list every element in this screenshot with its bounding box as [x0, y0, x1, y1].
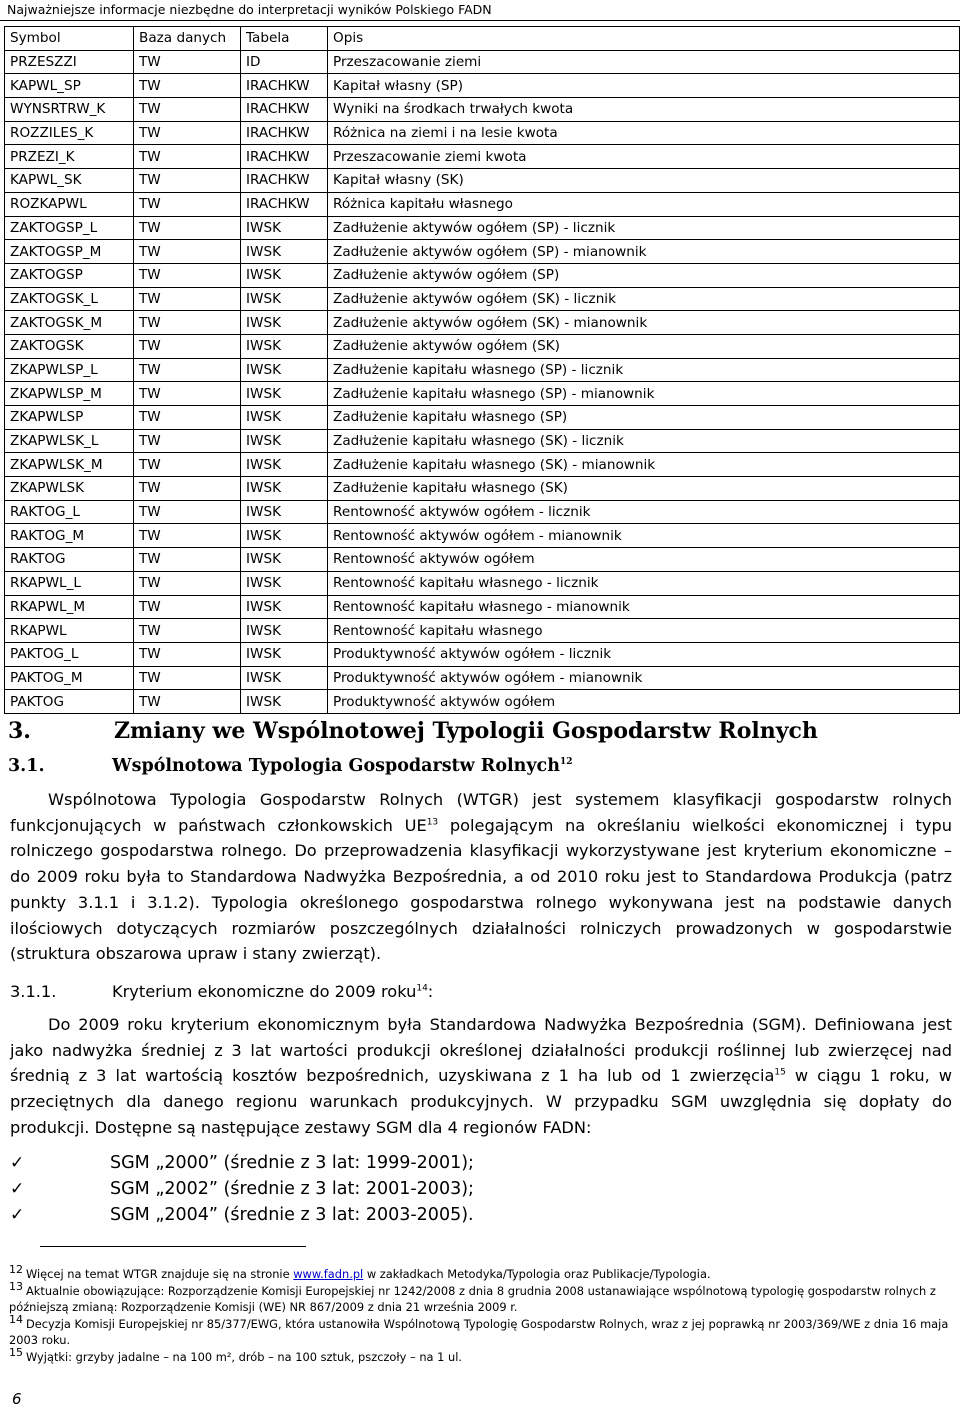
table-row: [5, 334, 960, 358]
footnote-number: 14: [9, 1312, 23, 1326]
table-cell-symbol: WYNSRTRW_K: [5, 98, 134, 122]
footnote-13: [9, 1279, 953, 1316]
table-cell-database: TW: [134, 50, 241, 74]
footnote-ref-14: 14: [416, 983, 428, 994]
table-row: [5, 263, 960, 287]
table-cell-database: TW: [134, 500, 241, 524]
column-header-description: Opis: [328, 27, 960, 51]
table-cell-table: IRACHKW: [241, 192, 328, 216]
table-cell-symbol: ZKAPWLSK: [5, 477, 134, 501]
table-cell-database: TW: [134, 145, 241, 169]
table-cell-table: IWSK: [241, 500, 328, 524]
table-cell-description: Produktywność aktywów ogółem: [328, 690, 960, 714]
table-cell-database: TW: [134, 311, 241, 335]
table-cell-symbol: ZKAPWLSP: [5, 406, 134, 430]
table-cell-symbol: RKAPWL_M: [5, 595, 134, 619]
table-cell-database: TW: [134, 169, 241, 193]
table-cell-database: TW: [134, 98, 241, 122]
table-cell-table: IWSK: [241, 453, 328, 477]
table-row: [5, 453, 960, 477]
table-row: [5, 192, 960, 216]
section-3-1-heading: [8, 756, 573, 776]
table-cell-table: IWSK: [241, 429, 328, 453]
table-row: [5, 690, 960, 714]
table-cell-symbol: ZAKTOGSK: [5, 334, 134, 358]
subsection-3-1-1-suffix: :: [427, 982, 434, 1001]
section-3-1-number: 3.1.: [8, 756, 45, 776]
table-cell-table: IRACHKW: [241, 145, 328, 169]
column-header-symbol: Symbol: [5, 27, 134, 51]
footnote-number: 12: [9, 1263, 23, 1277]
footnote-text: Aktualnie obowiązujące: Rozporządzenie Komisji Europejskiej nr 1242/2008 z dnia 8 grudnia 2008 ustanawiające wspólnotową typologię gospodarstw rolnych z późniejszą zmianą: Rozporządzenie Komisji (WE) NR 867/2009 z dnia 21 września 2009 r.: [9, 1283, 936, 1315]
table-cell-symbol: ZKAPWLSP_L: [5, 358, 134, 382]
table-cell-table: IWSK: [241, 524, 328, 548]
table-cell-table: IWSK: [241, 311, 328, 335]
checklist-item: [10, 1176, 474, 1202]
table-cell-table: IWSK: [241, 358, 328, 382]
table-row: [5, 500, 960, 524]
table-cell-table: IWSK: [241, 571, 328, 595]
table-cell-description: Zadłużenie kapitału własnego (SP): [328, 406, 960, 430]
table-row: [5, 358, 960, 382]
table-cell-symbol: RAKTOG: [5, 548, 134, 572]
paragraph-wtgr: [10, 787, 952, 967]
table-row: [5, 169, 960, 193]
table-cell-database: TW: [134, 595, 241, 619]
sgm-checklist: [10, 1150, 474, 1228]
table-row: [5, 98, 960, 122]
table-cell-description: Rentowność aktywów ogółem - mianownik: [328, 524, 960, 548]
table-cell-description: Wyniki na środkach trwałych kwota: [328, 98, 960, 122]
table-cell-database: TW: [134, 690, 241, 714]
table-header-row: [5, 27, 960, 51]
section-3-title: Zmiany we Wspólnotowej Typologii Gospodarstw Rolnych: [114, 718, 818, 744]
table-row: [5, 287, 960, 311]
table-cell-database: TW: [134, 429, 241, 453]
table-cell-symbol: PRZESZZI: [5, 50, 134, 74]
table-cell-description: Przeszacowanie ziemi kwota: [328, 145, 960, 169]
table-row: [5, 145, 960, 169]
table-cell-description: Zadłużenie aktywów ogółem (SK) - mianownik: [328, 311, 960, 335]
footnote-text: Więcej na temat WTGR znajduje się na stronie: [26, 1267, 294, 1281]
table-cell-database: TW: [134, 571, 241, 595]
table-cell-database: TW: [134, 548, 241, 572]
table-cell-description: Kapitał własny (SK): [328, 169, 960, 193]
table-cell-symbol: RAKTOG_M: [5, 524, 134, 548]
table-cell-database: TW: [134, 216, 241, 240]
checkmark-icon: ✓: [10, 1205, 25, 1225]
table-body: [5, 50, 960, 713]
table-cell-database: TW: [134, 287, 241, 311]
page-number: 6: [12, 1390, 22, 1408]
table-cell-table: IWSK: [241, 477, 328, 501]
table-cell-symbol: PRZEZI_K: [5, 145, 134, 169]
table-cell-table: IRACHKW: [241, 74, 328, 98]
checklist-item: [10, 1150, 474, 1176]
footnote-14: [9, 1312, 953, 1349]
table-cell-table: IWSK: [241, 263, 328, 287]
table-cell-table: IWSK: [241, 642, 328, 666]
table-cell-table: IWSK: [241, 287, 328, 311]
footnote-number: 15: [9, 1346, 23, 1360]
footnote-ref-12: 12: [559, 757, 573, 768]
table-cell-table: IWSK: [241, 382, 328, 406]
table-row: [5, 619, 960, 643]
table-cell-database: TW: [134, 121, 241, 145]
table-cell-symbol: RAKTOG_L: [5, 500, 134, 524]
table-row: [5, 382, 960, 406]
table-cell-symbol: KAPWL_SP: [5, 74, 134, 98]
table-cell-symbol: ZAKTOGSP_M: [5, 240, 134, 264]
paragraph-sgm-part2: w ciągu 1 roku, w przeciętnych dla danego regionu warunkach produkcyjnych. W przypadku SGM uwzględnia się dopłaty do produkcji. Dostępne są następujące zestawy SGM dla 4 regionów FADN:: [10, 1066, 953, 1137]
table-cell-database: TW: [134, 524, 241, 548]
table-cell-description: Zadłużenie kapitału własnego (SK): [328, 477, 960, 501]
subsection-3-1-1-heading: [10, 982, 434, 1001]
table-cell-database: TW: [134, 619, 241, 643]
checkmark-icon: ✓: [10, 1179, 25, 1199]
footnote-ref-15: 15: [774, 1068, 786, 1079]
table-cell-description: Kapitał własny (SP): [328, 74, 960, 98]
table-row: [5, 595, 960, 619]
footnote-text: Decyzja Komisji Europejskiej nr 85/377/EWG, która ustanowiła Wspólnotową Typologię Gospodarstw Rolnych, wraz z jej poprawką nr 2003/369/WE z dnia 16 maja 2003 roku.: [9, 1316, 949, 1348]
table-cell-description: Produktywność aktywów ogółem - licznik: [328, 642, 960, 666]
table-cell-symbol: PAKTOG_M: [5, 666, 134, 690]
paragraph-wtgr-part2: polegającym na określaniu wielkości ekonomicznej i typu rolniczego gospodarstwa rolnego. Do przeprowadzenia klasyfikacji wykorzystywane jest kryterium ekonomiczne – do 2009 roku była to Standardowa Nadwyżka Bezpośrednia, a od 2010 roku jest to Standardowa Produkcja (patrz punkty 3.1.1 i 3.1.2). Typologia określonego gospodarstwa rolnego wykonywana jest na podstawie danych ilościowych dotyczących rozmiarów poszczególnych działalności rolniczych prowadzonych w gospodarstwie (struktura obszarowa upraw i stany zwierząt).: [10, 815, 953, 964]
table-cell-symbol: PAKTOG: [5, 690, 134, 714]
table-cell-table: IRACHKW: [241, 121, 328, 145]
column-header-table: Tabela: [241, 27, 328, 51]
table-cell-description: Rentowność kapitału własnego - licznik: [328, 571, 960, 595]
table-row: [5, 216, 960, 240]
table-cell-description: Różnica na ziemi i na lesie kwota: [328, 121, 960, 145]
paragraph-sgm: [10, 1012, 952, 1141]
paragraph-wtgr-part1: Wspólnotowa Typologia Gospodarstw Rolnych (WTGR) jest systemem klasyfikacji gospodarstw rolnych funkcjonujących w państwach członkowskich UE: [10, 790, 952, 835]
footnote-separator: [40, 1246, 306, 1247]
table-cell-description: Rentowność aktywów ogółem: [328, 548, 960, 572]
table-row: [5, 666, 960, 690]
table-cell-description: Różnica kapitału własnego: [328, 192, 960, 216]
table-cell-description: Przeszacowanie ziemi: [328, 50, 960, 74]
table-cell-database: TW: [134, 192, 241, 216]
table-cell-database: TW: [134, 334, 241, 358]
table-cell-symbol: ROZZILES_K: [5, 121, 134, 145]
table-cell-symbol: ZKAPWLSP_M: [5, 382, 134, 406]
subsection-3-1-1-number: 3.1.1.: [10, 982, 57, 1001]
table-cell-symbol: ZAKTOGSK_L: [5, 287, 134, 311]
table-row: [5, 50, 960, 74]
footnotes: [9, 1263, 953, 1366]
subsection-3-1-1-title: Kryterium ekonomiczne do 2009 roku: [112, 982, 417, 1001]
section-3-1-title: Wspólnotowa Typologia Gospodarstw Rolnych: [112, 756, 560, 776]
footnote-number: 13: [9, 1279, 23, 1293]
table-cell-description: Zadłużenie aktywów ogółem (SK): [328, 334, 960, 358]
table-cell-table: IWSK: [241, 666, 328, 690]
table-cell-database: TW: [134, 358, 241, 382]
table-cell-description: Rentowność kapitału własnego - mianownik: [328, 595, 960, 619]
table-cell-symbol: ROZKAPWL: [5, 192, 134, 216]
table-cell-database: TW: [134, 240, 241, 264]
table-cell-symbol: RKAPWL: [5, 619, 134, 643]
checkmark-icon: ✓: [10, 1153, 25, 1173]
table-cell-symbol: ZKAPWLSK_M: [5, 453, 134, 477]
table-cell-symbol: ZAKTOGSP_L: [5, 216, 134, 240]
table-cell-table: IWSK: [241, 595, 328, 619]
paragraph-sgm-part1: Do 2009 roku kryterium ekonomicznym była Standardowa Nadwyżka Bezpośrednia (SGM). Definiowana jest jako nadwyżka średniej z 3 lat wartości produkcji określonej działalności produkcji roślinnej lub zwierzęcej nad średnią z 3 lat wartością kosztów bezpośrednich, uzyskiwana z 1 ha lub od 1 zwierzęcia: [10, 1015, 952, 1086]
table-cell-database: TW: [134, 382, 241, 406]
footnote-12: [9, 1263, 953, 1283]
table-cell-symbol: ZKAPWLSK_L: [5, 429, 134, 453]
footnote-15: [9, 1346, 953, 1366]
footnote-link[interactable]: www.fadn.pl: [293, 1267, 364, 1281]
footnote-ref-13: 13: [426, 817, 439, 828]
table-cell-description: Rentowność aktywów ogółem - licznik: [328, 500, 960, 524]
table-cell-database: TW: [134, 453, 241, 477]
table-cell-table: IWSK: [241, 240, 328, 264]
variables-table: [4, 26, 960, 714]
footnote-text-after: w zakładkach Metodyka/Typologia oraz Publikacje/Typologia.: [363, 1267, 711, 1281]
table-cell-table: IWSK: [241, 216, 328, 240]
table-cell-description: Zadłużenie aktywów ogółem (SK) - licznik: [328, 287, 960, 311]
subsection-3-1-1-title-wrap: [112, 982, 433, 1001]
table-cell-description: Zadłużenie aktywów ogółem (SP): [328, 263, 960, 287]
section-3-1-title-wrap: [112, 756, 572, 776]
checklist-item-text: SGM „2004” (średnie z 3 lat: 2003-2005).: [110, 1205, 474, 1225]
table-cell-description: Rentowność kapitału własnego: [328, 619, 960, 643]
table-cell-table: IWSK: [241, 548, 328, 572]
header-rule: [0, 20, 960, 21]
table-cell-database: TW: [134, 477, 241, 501]
table-cell-database: TW: [134, 263, 241, 287]
table-row: [5, 477, 960, 501]
column-header-database: Baza danych: [134, 27, 241, 51]
table-cell-database: TW: [134, 74, 241, 98]
table-row: [5, 240, 960, 264]
table-cell-table: IWSK: [241, 690, 328, 714]
table-row: [5, 406, 960, 430]
table-cell-database: TW: [134, 642, 241, 666]
section-3-number: 3.: [8, 718, 31, 744]
table-row: [5, 524, 960, 548]
table-row: [5, 571, 960, 595]
table-cell-description: Zadłużenie aktywów ogółem (SP) - mianownik: [328, 240, 960, 264]
table-row: [5, 429, 960, 453]
table-cell-description: Produktywność aktywów ogółem - mianownik: [328, 666, 960, 690]
table-cell-table: ID: [241, 50, 328, 74]
table-cell-table: IWSK: [241, 406, 328, 430]
table-cell-database: TW: [134, 406, 241, 430]
table-row: [5, 311, 960, 335]
table-cell-database: TW: [134, 666, 241, 690]
table-row: [5, 642, 960, 666]
table-cell-symbol: ZAKTOGSK_M: [5, 311, 134, 335]
table-cell-symbol: ZAKTOGSP: [5, 263, 134, 287]
table-row: [5, 74, 960, 98]
table-cell-table: IRACHKW: [241, 98, 328, 122]
running-header: Najważniejsze informacje niezbędne do interpretacji wyników Polskiego FADN: [7, 2, 492, 17]
checklist-item-text: SGM „2000” (średnie z 3 lat: 1999-2001);: [110, 1153, 474, 1173]
table-cell-table: IRACHKW: [241, 169, 328, 193]
table-cell-description: Zadłużenie kapitału własnego (SP) - licznik: [328, 358, 960, 382]
table-row: [5, 121, 960, 145]
table-cell-description: Zadłużenie kapitału własnego (SK) - mianownik: [328, 453, 960, 477]
table-cell-description: Zadłużenie kapitału własnego (SK) - licznik: [328, 429, 960, 453]
checklist-item: [10, 1202, 474, 1228]
table-cell-description: Zadłużenie aktywów ogółem (SP) - licznik: [328, 216, 960, 240]
table-cell-table: IWSK: [241, 334, 328, 358]
table-cell-description: Zadłużenie kapitału własnego (SP) - mianownik: [328, 382, 960, 406]
checklist-item-text: SGM „2002” (średnie z 3 lat: 2001-2003);: [110, 1179, 474, 1199]
section-3-heading: [8, 718, 818, 744]
table-cell-table: IWSK: [241, 619, 328, 643]
table-cell-symbol: PAKTOG_L: [5, 642, 134, 666]
table-cell-symbol: RKAPWL_L: [5, 571, 134, 595]
footnote-text: Wyjątki: grzyby jadalne – na 100 m², drób – na 100 sztuk, pszczoły – na 1 ul.: [26, 1349, 463, 1364]
table-cell-symbol: KAPWL_SK: [5, 169, 134, 193]
table-row: [5, 548, 960, 572]
